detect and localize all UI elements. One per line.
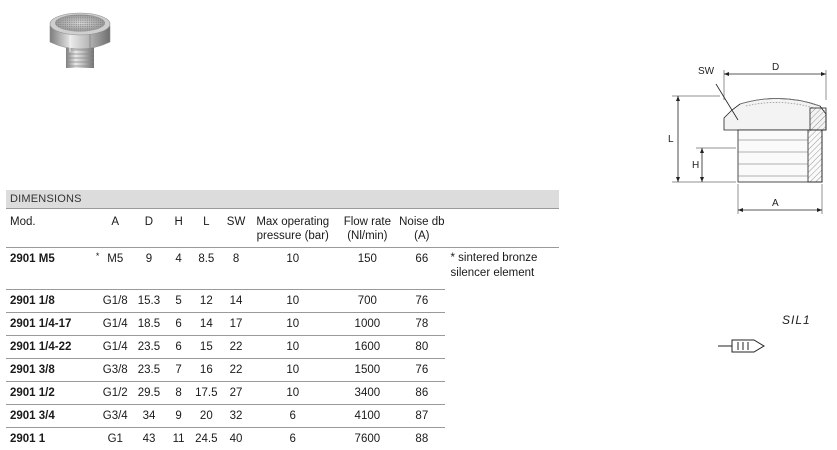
header-pressure [250, 209, 336, 248]
cell-star [86, 405, 100, 428]
header-a: A [99, 209, 131, 248]
cell-sw: 27 [222, 382, 250, 405]
table-row [6, 428, 559, 450]
table-title-row [6, 190, 559, 209]
table-row [6, 359, 559, 382]
cell-noise: 88 [399, 428, 444, 450]
table-row [6, 405, 559, 428]
cell-flow: 1500 [336, 359, 400, 382]
cell-l: 8.5 [190, 248, 222, 290]
cell-l: 12 [190, 290, 222, 313]
header-pressure-line1: Max operating [250, 215, 336, 229]
drawing-label-d: D [772, 62, 779, 73]
cell-l: 14 [190, 313, 222, 336]
table-header-row [6, 209, 559, 248]
cell-d: 34 [131, 405, 167, 428]
cell-flow: 700 [336, 290, 400, 313]
cell-l: 24.5 [190, 428, 222, 450]
cell-d: 43 [131, 428, 167, 450]
header-h: H [167, 209, 191, 248]
cell-noise: 80 [399, 336, 444, 359]
cell-d: 18.5 [131, 313, 167, 336]
cell-pressure: 10 [250, 313, 336, 336]
cell-star [86, 290, 100, 313]
table-row [6, 290, 559, 313]
cell-a: G1 [99, 428, 131, 450]
cell-sw: 8 [222, 248, 250, 290]
cell-pressure: 10 [250, 382, 336, 405]
header-noise-line2: (A) [399, 229, 444, 243]
cell-l: 17.5 [190, 382, 222, 405]
drawing-label-h: H [692, 160, 699, 171]
cell-flow: 150 [336, 248, 400, 290]
cell-a: G1/4 [99, 313, 131, 336]
footnote [445, 248, 559, 290]
table-body [6, 248, 559, 450]
cell-mod: 2901 M5 [6, 248, 86, 290]
cell-a: G1/8 [99, 290, 131, 313]
cell-mod: 2901 1/4-17 [6, 313, 86, 336]
footnote-line2: silencer element [451, 266, 559, 281]
table-title: DIMENSIONS [6, 190, 559, 209]
cell-h: 5 [167, 290, 191, 313]
cell-h: 7 [167, 359, 191, 382]
cell-mod: 2901 1/2 [6, 382, 86, 405]
header-mod: Mod. [6, 209, 86, 248]
cell-pressure: 10 [250, 248, 336, 290]
cell-mod: 2901 3/4 [6, 405, 86, 428]
cell-star [86, 359, 100, 382]
cell-sw: 14 [222, 290, 250, 313]
cell-star [86, 382, 100, 405]
header-noise-line1: Noise db [399, 215, 444, 229]
cell-d: 23.5 [131, 336, 167, 359]
cell-flow: 1600 [336, 336, 400, 359]
cell-star [86, 313, 100, 336]
header-flow-line2: (Nl/min) [336, 229, 400, 243]
cell-h: 6 [167, 313, 191, 336]
table-row [6, 382, 559, 405]
cell-a: G3/4 [99, 405, 131, 428]
cell-l: 16 [190, 359, 222, 382]
table-row [6, 336, 559, 359]
cell-h: 11 [167, 428, 191, 450]
cell-mod: 2901 3/8 [6, 359, 86, 382]
cell-star: * [86, 248, 100, 290]
drawing-label-sw: SW [698, 66, 715, 77]
cell-pressure: 10 [250, 336, 336, 359]
cell-sw: 17 [222, 313, 250, 336]
cell-mod: 2901 1 [6, 428, 86, 450]
header-pressure-line2: pressure (bar) [250, 229, 336, 243]
cell-noise: 66 [399, 248, 444, 290]
product-photo [40, 8, 120, 72]
cell-flow: 7600 [336, 428, 400, 450]
symbol-label: SIL1 [782, 313, 811, 327]
drawing-label-l: L [668, 134, 674, 145]
cell-h: 4 [167, 248, 191, 290]
cell-noise: 78 [399, 313, 444, 336]
cell-pressure: 10 [250, 290, 336, 313]
cell-flow: 3400 [336, 382, 400, 405]
cell-d: 23.5 [131, 359, 167, 382]
cell-d: 9 [131, 248, 167, 290]
cell-a: G3/8 [99, 359, 131, 382]
cell-sw: 40 [222, 428, 250, 450]
cell-pressure: 10 [250, 359, 336, 382]
cell-a: G1/4 [99, 336, 131, 359]
header-sw: SW [222, 209, 250, 248]
cell-flow: 1000 [336, 313, 400, 336]
cell-mod: 2901 1/4-22 [6, 336, 86, 359]
drawing-label-a: A [772, 198, 779, 209]
cell-noise: 76 [399, 359, 444, 382]
cell-h: 8 [167, 382, 191, 405]
cell-l: 20 [190, 405, 222, 428]
header-l: L [190, 209, 222, 248]
header-noise [399, 209, 444, 248]
header-flow [336, 209, 400, 248]
cell-star [86, 336, 100, 359]
table-row [6, 313, 559, 336]
cell-flow: 4100 [336, 405, 400, 428]
cell-l: 15 [190, 336, 222, 359]
cell-mod: 2901 1/8 [6, 290, 86, 313]
cell-sw: 32 [222, 405, 250, 428]
silencer-symbol-icon [718, 336, 768, 356]
cell-a: G1/2 [99, 382, 131, 405]
footnote-line1: * sintered bronze [451, 251, 559, 266]
cell-pressure: 6 [250, 428, 336, 450]
dimension-drawing [660, 60, 836, 216]
dimensions-table [6, 190, 559, 450]
table-row [6, 248, 559, 290]
cell-sw: 22 [222, 359, 250, 382]
cell-noise: 87 [399, 405, 444, 428]
cell-star [86, 428, 100, 450]
cell-pressure: 6 [250, 405, 336, 428]
cell-noise: 76 [399, 290, 444, 313]
cell-noise: 86 [399, 382, 444, 405]
cell-a: M5 [99, 248, 131, 290]
cell-h: 6 [167, 336, 191, 359]
cell-d: 29.5 [131, 382, 167, 405]
cell-sw: 22 [222, 336, 250, 359]
cell-h: 9 [167, 405, 191, 428]
cell-d: 15.3 [131, 290, 167, 313]
header-d: D [131, 209, 167, 248]
header-flow-line1: Flow rate [336, 215, 400, 229]
